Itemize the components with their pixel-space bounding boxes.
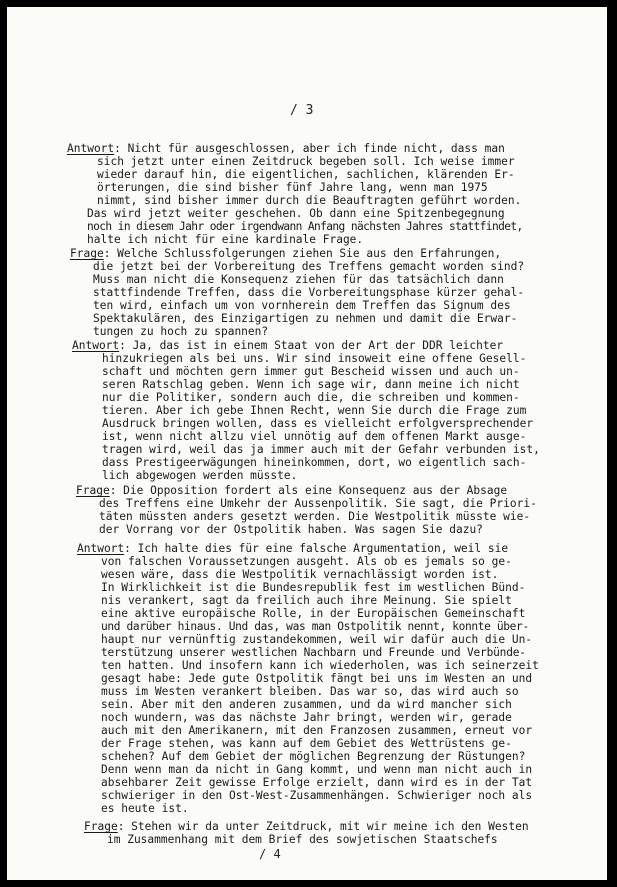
text-line: es heute ist. [101, 802, 189, 815]
question-label: Frage [84, 820, 118, 833]
text-line: : Ja, das ist in einem Staat von der Art der DDR leichter [119, 339, 504, 352]
text-line: die jetzt bei der Vorbereitung des Treffens gemacht worden sind? [93, 260, 525, 273]
text-line: täten müssten anders gesetzt werden. Die Westpolitik müsste wie- [99, 510, 531, 523]
text-line: hinzukriegen als bei uns. Wir sind insoweit eine offene Gesell- [102, 352, 527, 365]
text-line: terstützung unserer westlichen Nachbarn und Freunde und Verbünde- [101, 646, 526, 659]
text-line: schehen? Auf dem Gebiet der möglichen Begrenzung der Rüstungen? [101, 750, 526, 763]
text-line: des Treffens eine Umkehr der Aussenpolitik. Sie sagt, die Priori- [99, 497, 537, 510]
text-line: dass Prestigeerwägungen hineinkommen, dort, wo eigentlich sach- [102, 456, 527, 469]
text-line: lich abgewogen werden müsste. [102, 469, 298, 482]
text-line: schwieriger in den Ost-West-Zusammenhängen. Schwieriger noch als [101, 789, 533, 802]
text-line: absehbarer Zeit gewisse Erfolge erzielt, dann wird es in der Tat [101, 776, 533, 789]
text-line: wesen wäre, dass die Westpolitik vernachlässigt worden ist. [101, 568, 499, 581]
text-line: nimmt, sind bisher immer durch die Beauftragten geführt worden. [97, 194, 522, 207]
text-line: haupt nur vernünftig zustandekommen, weil wir dafür auch die Un- [101, 633, 533, 646]
text-line: tragen wird, weil das ja immer auch mit der Gefahr verbunden ist, [102, 443, 540, 456]
text-line: gesagt habe: Jede gute Ostpolitik fängt bei uns im Westen an und [101, 672, 533, 685]
text-line: auch mit den Amerikanern, mit den Franzosen zusammen, erneut vor [101, 724, 533, 737]
question-label: Frage [70, 247, 104, 260]
text-line: eine aktive europäische Rolle, in der Europäischen Gemeinschaft [101, 607, 526, 620]
text-line: : Ich halte dies für eine falsche Argumentation, weil sie [124, 542, 509, 555]
text-line: : Welche Schlussfolgerungen ziehen Sie aus den Erfahrungen, [103, 247, 502, 260]
text-line: schaft und möchten gern immer gut Bescheid wissen und auch un- [102, 365, 520, 378]
text-line: örterungen, die sind bisher fünf Jahre lang, wenn man 1975 [97, 181, 488, 194]
text-line: der Frage stehen, was kann auf dem Gebiet des Wettrüstens ge- [101, 737, 512, 750]
text-line: nur die Politiker, sondern auch die, die schreiben und kommen- [102, 391, 520, 404]
text-line: halte ich nicht für eine kardinale Frage. [87, 233, 364, 246]
text-line: Spektakulären, des Einzigartigen zu nehmen und damit die Erwar- [93, 312, 518, 325]
text-line: noch in diesem Jahr oder irgendwann Anfang nächsten Jahres stattfindet, [87, 220, 523, 233]
text-line: und darüber hinaus. Und das, was man Ostpolitik nennt, konnte über- [101, 620, 529, 633]
page-number-footer: / 4 [259, 847, 281, 861]
text-line: Denn wenn man da nicht in Gang kommt, und wenn man nicht auch in [101, 763, 533, 776]
text-line: ten hatten. Und insofern kann ich wiederholen, was ich seinerzeit [101, 659, 539, 672]
text-line: tungen zu hoch zu spannen? [93, 325, 269, 338]
text-line: muss im Westen verankert bleiben. Das war so, das wird auch so [101, 685, 519, 698]
text-line: nis verankert, sagt da freilich auch ihre Meinung. Sie spielt [101, 594, 512, 607]
text-line: tieren. Aber ich gebe Ihnen Recht, wenn Sie durch die Frage zum [102, 404, 527, 417]
text-line: noch wundern, was das nächste Jahr bringt, werden wir, gerade [101, 711, 512, 724]
document-page [7, 7, 607, 880]
text-line: Ausdruck bringen wollen, dass es vielleicht erfolgversprechender [102, 417, 534, 430]
answer-label: Antwort [77, 542, 125, 555]
text-line: : Nicht für ausgeschlossen, aber ich finde nicht, dass man [114, 142, 505, 155]
text-line: Das wird jetzt weiter geschehen. Ob dann eine Spitzenbegegnung [87, 207, 505, 220]
text-line: In Wirklichkeit ist die Bundesrepublik fest im westlichen Bünd- [101, 581, 526, 594]
text-line: sich jetzt unter einen Zeitdruck begeben soll. Ich weise immer [97, 155, 515, 168]
page-number-header: / 3 [290, 103, 314, 118]
text-line: wieder darauf hin, die eigentlichen, sachlichen, klärenden Er- [97, 168, 515, 181]
text-line: : Die Opposition fordert als eine Konsequenz aus der Absage [109, 484, 508, 497]
answer-label: Antwort [67, 142, 115, 155]
text-line: ist, wenn nicht allzu viel unnötig auf dem offenen Markt ausge- [102, 430, 527, 443]
text-line: sein. Aber mit den anderen zusammen, und da wird mancher sich [101, 698, 512, 711]
text-line: seren Ratschlag geben. Wenn ich sage wir, dann meine ich nicht [102, 378, 520, 391]
text-line: im Zusammenhang mit dem Brief des sowjetischen Staatschefs [107, 833, 498, 846]
text-line: der Vorrang vor der Ostpolitik haben. Was sagen Sie dazu? [99, 523, 483, 536]
answer-label: Antwort [72, 339, 120, 352]
text-line: stattfindende Treffen, dass die Vorbereitungsphase kürzer gehal- [93, 286, 525, 299]
text-line: von falschen Voraussetzungen ausgeht. Als ob es jemals so ge- [101, 555, 512, 568]
question-label: Frage [76, 484, 110, 497]
text-line: Muss man nicht die Konsequenz ziehen für das tatsächlich dann [93, 273, 504, 286]
text-line: : Stehen wir da unter Zeitdruck, mit wir meine ich den Westen [117, 820, 529, 833]
text-line: ten wird, einfach um von vornherein dem Treffen das Signum des [93, 299, 511, 312]
